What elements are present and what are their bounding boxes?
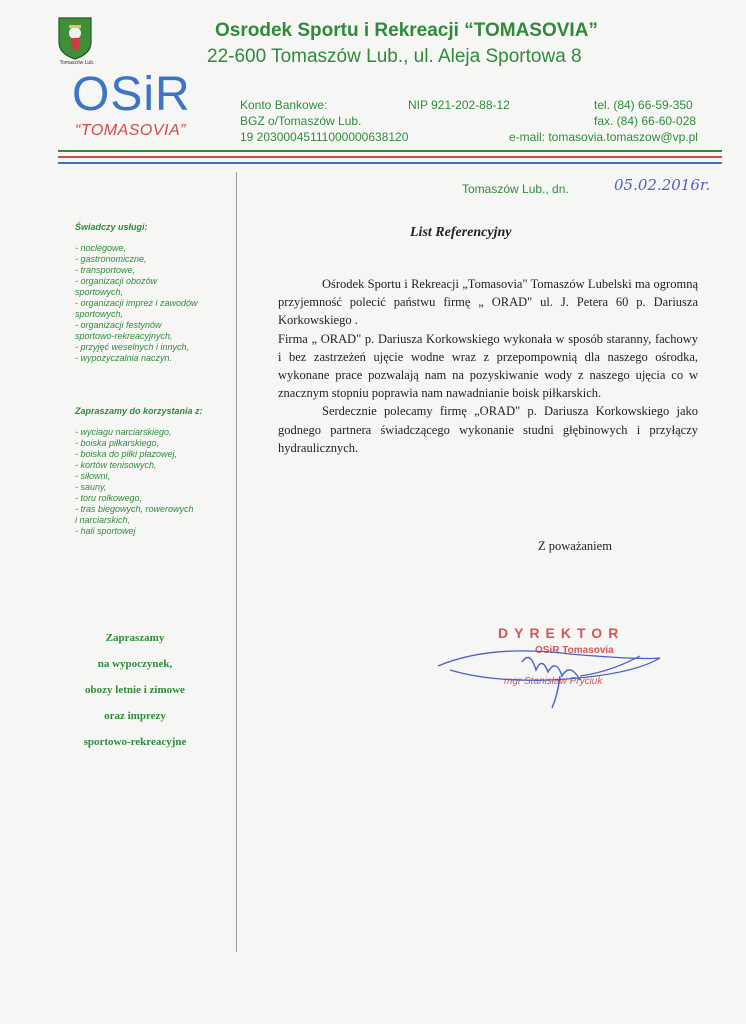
- letter-paragraph: Firma „ ORAD" p. Dariusza Korkowskiego wykonała w sposób staranny, fachowy i bez zastrzeżeń ujęcie wodne wraz z przepompownią dla naszego ośrodka, wykonane prace pozwalają nam na pozyskiwanie wody z naszego ujęcia co w znacznym stopniu poprawia nam nawadnianie boisk piłkarskich.: [278, 331, 698, 401]
- list-item: - przyjęć weselnych i innych,: [75, 342, 190, 352]
- services-heading: Świadczy usługi:: [75, 222, 148, 232]
- header-rule-red: [58, 156, 722, 158]
- nip-number: NIP 921-202-88-12: [408, 98, 510, 112]
- list-item: - boiska piłkarskiego,: [75, 438, 160, 448]
- invitation-line: na wypoczynek,: [97, 658, 173, 670]
- letter-title: List Referencyjny: [410, 225, 512, 240]
- list-item: - organizacji imprez i zawodów: [75, 298, 198, 308]
- fax-number: fax. (84) 66-60-028: [594, 114, 697, 128]
- handwritten-date: 05.02.2016r.: [614, 176, 711, 194]
- list-item: - wypozyczalnia naczyn.: [75, 353, 173, 363]
- list-item: - organizacji festynów: [75, 320, 162, 330]
- stamp-role: DYREKTOR: [498, 625, 625, 641]
- list-item: - kortów tenisowych,: [75, 460, 157, 470]
- email-address: e-mail: tomasovia.tomaszow@vp.pl: [509, 130, 698, 144]
- bank-account: 19 20300045111000000638120: [240, 130, 409, 144]
- list-item: - toru rolkowego,: [75, 493, 143, 503]
- list-item: - noclegowe,: [75, 243, 127, 253]
- handwritten-signature: [430, 636, 670, 712]
- phone-number: tel. (84) 66-59-350: [594, 98, 693, 112]
- list-item: - wyciagu narciarskiego,: [75, 427, 172, 437]
- list-item: - sauny,: [75, 482, 107, 492]
- sidebar-divider: [236, 172, 237, 952]
- invitation-line: obozy letnie i zimowe: [85, 684, 185, 696]
- facilities-heading: Zapraszamy do korzystania z:: [75, 406, 203, 416]
- list-item: i narciarskich,: [75, 515, 131, 525]
- letter-paragraph: Serdecznie polecamy firmę „ORAD" p. Dariusza Korkowskiego jako godnego partnera świadczącego wykonanie studni głębinowych i przyłączy hydraulicznych.: [278, 404, 698, 455]
- list-item: - tras biegowych, rowerowych: [75, 504, 194, 514]
- header-rule-blue: [58, 162, 722, 164]
- bank-name: BGZ o/Tomaszów Lub.: [240, 114, 362, 128]
- organization-name: Osrodek Sportu i Rekreacji “TOMASOVIA”: [215, 20, 598, 41]
- invitation-block: [60, 625, 210, 755]
- crest-caption: Tomaszów Lub.: [59, 60, 95, 66]
- list-item: - siłowni,: [75, 471, 111, 481]
- stamp-name: mgr Stanisław Pryciuk: [504, 676, 603, 687]
- invitation-line: oraz imprezy: [104, 710, 166, 722]
- list-item: sportowo-rekreacyjnych,: [75, 331, 173, 341]
- list-item: sportowych,: [75, 309, 124, 319]
- list-item: - transportowe,: [75, 265, 136, 275]
- invitation-line: Zapraszamy: [105, 632, 165, 644]
- list-item: - organizacji obozów: [75, 276, 158, 286]
- date-prefix: Tomaszów Lub., dn.: [462, 182, 569, 196]
- list-item: - gastronomiczne,: [75, 254, 147, 264]
- facilities-list: [75, 427, 235, 537]
- list-item: - hali sportowej: [75, 526, 136, 536]
- list-item: sportowych,: [75, 287, 124, 297]
- list-item: - boiska do piłki plazowej,: [75, 449, 178, 459]
- invitation-line: sportowo-rekreacyjne: [83, 736, 187, 748]
- header-rule-green: [58, 150, 722, 152]
- closing-regards: Z poważaniem: [538, 539, 612, 553]
- stamp-organization: OSiR Tomasovia: [535, 645, 614, 656]
- organization-address: 22-600 Tomaszów Lub., ul. Aleja Sportowa 8: [207, 46, 582, 67]
- letter-paragraph: Ośrodek Sportu i Rekreacji „Tomasovia" Tomaszów Lubelski ma ogromną przyjemność polecić państwu firmę „ ORAD" ul. J. Petera 60 p. Dariusza Korkowskiego .: [278, 277, 698, 328]
- bank-label: Konto Bankowe:: [240, 98, 328, 112]
- coat-of-arms-icon: [57, 16, 93, 60]
- services-list: [75, 243, 235, 364]
- letter-body: [278, 275, 698, 457]
- logo-subtitle: “TOMASOVIA”: [75, 122, 186, 139]
- osir-logo: OSiR: [72, 68, 191, 121]
